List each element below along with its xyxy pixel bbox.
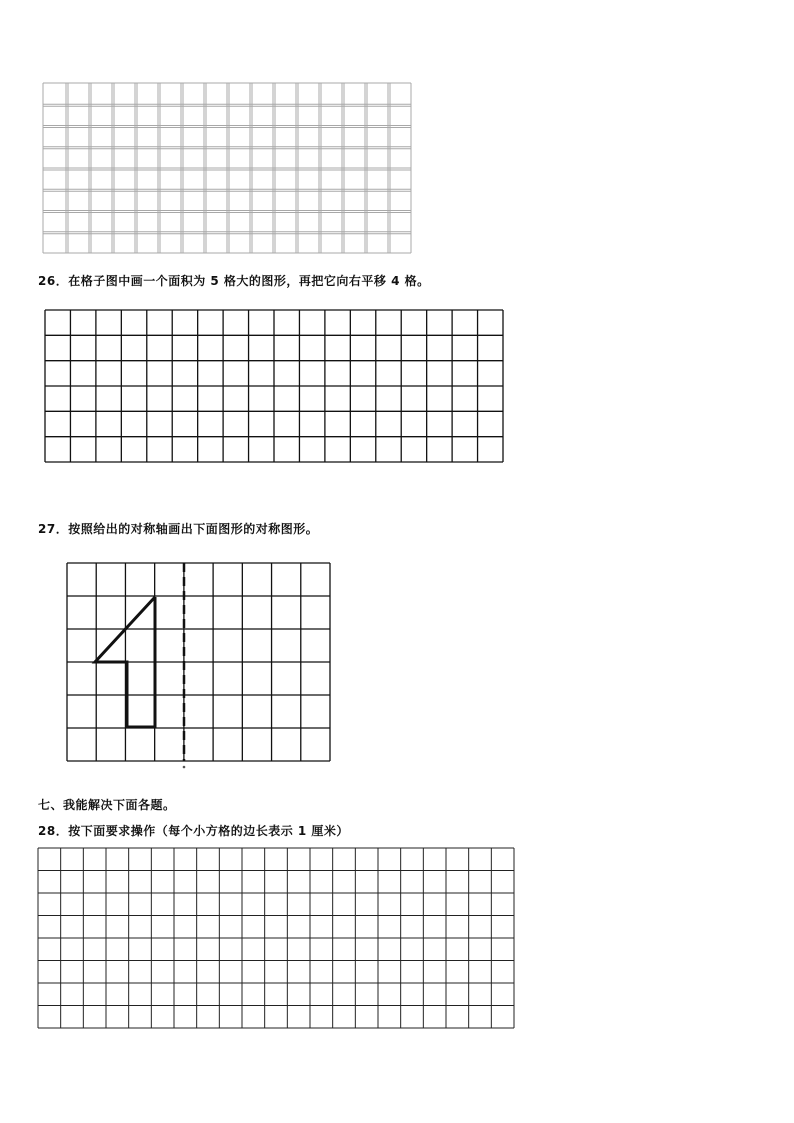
question-26-text: 26．在格子图中画一个面积为 5 格大的图形，再把它向右平移 4 格。 — [38, 274, 430, 288]
grid-26[interactable] — [45, 310, 505, 464]
grid-27[interactable] — [67, 563, 333, 771]
grid-28[interactable] — [38, 848, 516, 1030]
symmetry-axis-end-dot — [183, 766, 186, 769]
question-27-text: 27．按照给出的对称轴画出下面图形的对称图形。 — [38, 522, 319, 536]
question-28-text: 28．按下面要求操作（每个小方格的边长表示 1 厘米） — [38, 824, 349, 838]
section-7-heading: 七、我能解决下面各题。 — [38, 798, 176, 812]
grid-top — [43, 83, 413, 255]
